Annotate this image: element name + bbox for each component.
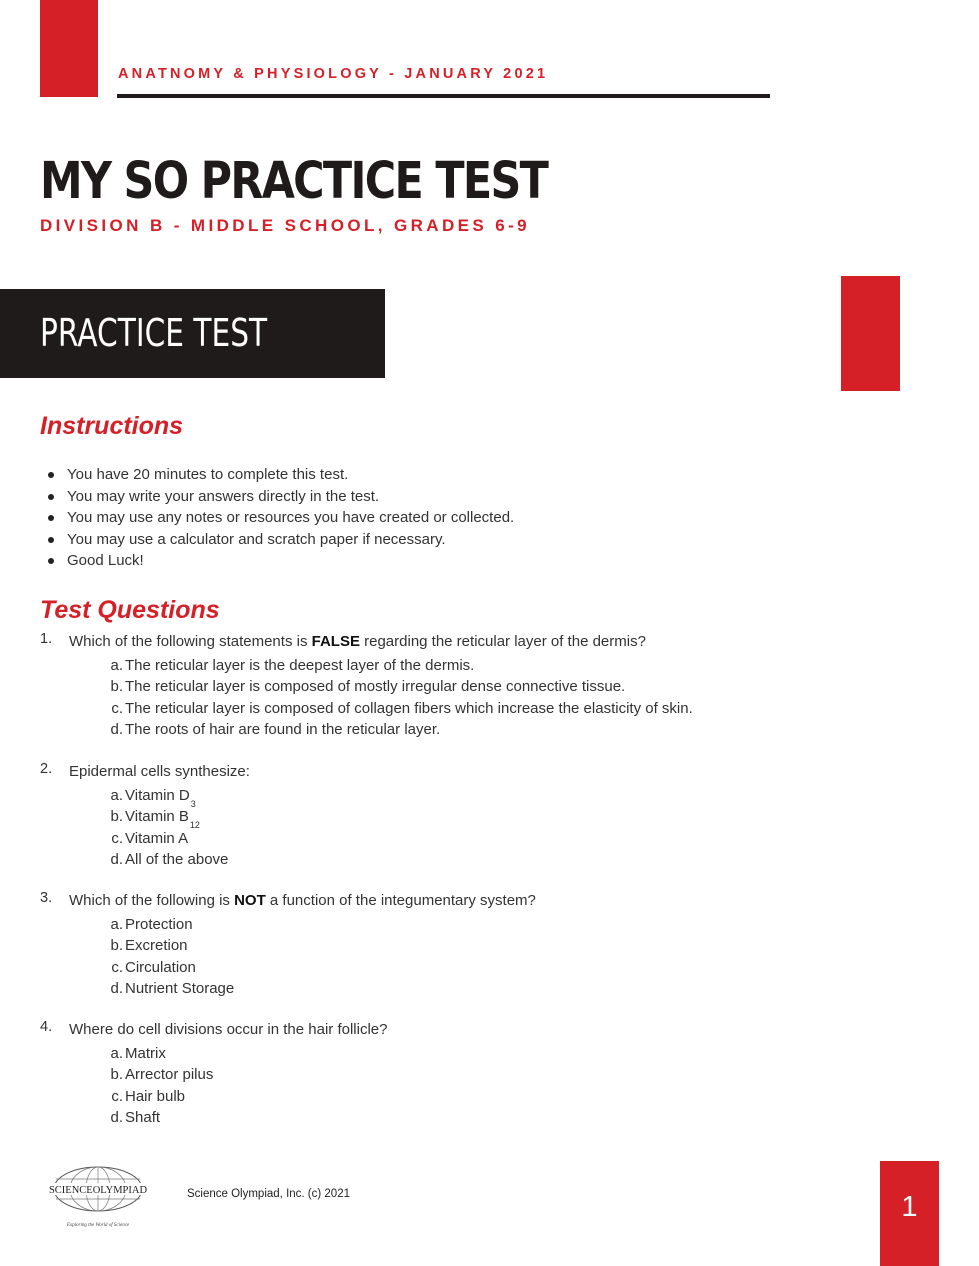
copyright-text: Science Olympiad, Inc. (c) 2021 [187, 1188, 350, 1200]
answer-option: d. The roots of hair are found in the reticular layer. [110, 721, 441, 739]
question-text: Where do cell divisions occur in the hair follicle? [69, 1021, 388, 1038]
logo-text: SCIENCEOLYMPIAD [48, 1185, 148, 1196]
answer-option: a. Protection [110, 915, 193, 933]
question-text: Which of the following statements is FALSE regarding the reticular layer of the dermis? [69, 633, 646, 650]
test-questions-heading: Test Questions [40, 596, 220, 624]
practice-test-banner [0, 289, 385, 378]
question-number: 2. [40, 761, 53, 777]
answer-option: a. Matrix [110, 1044, 166, 1062]
answer-option: c. Vitamin A [111, 829, 189, 847]
header-divider [117, 94, 770, 98]
question-emphasis: NOT [234, 892, 266, 909]
instructions-heading: Instructions [40, 412, 184, 440]
answer-option: b. The reticular layer is composed of mostly irregular dense connective tissue. [110, 678, 626, 696]
answer-option: d. Shaft [110, 1109, 161, 1127]
instruction-item: You may use any notes or resources you have created or collected. [40, 507, 514, 529]
answer-options [107, 1043, 213, 1129]
question-text: Which of the following is NOT a function of the integumentary system? [69, 892, 536, 909]
answer-option: c. The reticular layer is composed of collagen fibers which increase the elasticity of skin. [111, 699, 693, 717]
page-number-box [880, 1161, 939, 1266]
question-number: 1. [40, 631, 53, 647]
subscript: 3 [190, 798, 196, 809]
answer-option: c. Circulation [111, 958, 196, 976]
header-kicker: ANATNOMY & PHYSIOLOGY - JANUARY 2021 [118, 66, 549, 82]
answer-options [107, 785, 228, 871]
page-number: 1 [901, 1191, 918, 1223]
top-red-accent-block [40, 0, 98, 97]
answer-option: a. The reticular layer is the deepest layer of the dermis. [110, 656, 475, 674]
question-text: Epidermal cells synthesize: [69, 763, 250, 780]
page-title: MY SO PRACTICE TEST [40, 152, 548, 211]
answer-option: d. Nutrient Storage [110, 980, 235, 998]
banner-label: PRACTICE TEST [40, 311, 268, 355]
answer-option: b. Arrector pilus [110, 1066, 214, 1084]
instruction-item: You have 20 minutes to complete this test. [40, 464, 514, 486]
answer-option: c. Hair bulb [111, 1087, 186, 1105]
answer-option: b. Excretion [110, 937, 188, 955]
side-red-accent-block [841, 276, 900, 391]
instruction-item: You may use a calculator and scratch paper if necessary. [40, 529, 514, 551]
instructions-list [40, 464, 514, 572]
science-olympiad-logo [38, 1163, 158, 1233]
instruction-item: You may write your answers directly in the test. [40, 486, 514, 508]
question-number: 3. [40, 890, 53, 906]
instruction-item: Good Luck! [40, 550, 514, 572]
answer-options [107, 914, 234, 1000]
question-emphasis: FALSE [311, 633, 360, 650]
subscript: 12 [189, 820, 200, 831]
answer-option: d. All of the above [110, 851, 229, 869]
question-number: 4. [40, 1019, 53, 1035]
answer-options [107, 655, 693, 741]
answer-option: a. Vitamin $D_3$ [110, 786, 196, 809]
page-subtitle: DIVISION B - MIDDLE SCHOOL, GRADES 6-9 [40, 216, 531, 235]
answer-option: b. Vitamin $B_{12}$ [110, 808, 200, 831]
logo-tagline: Exploring the World of Science [66, 1223, 130, 1228]
